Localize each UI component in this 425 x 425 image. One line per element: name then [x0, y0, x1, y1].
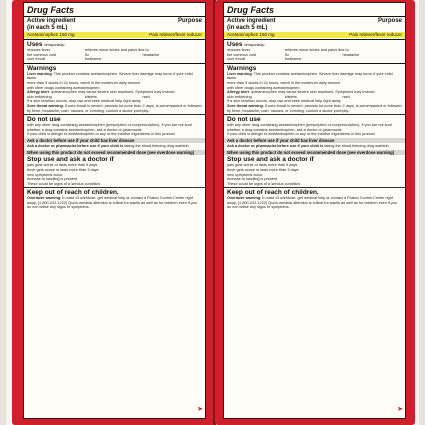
ask-pharmacist: Ask a doctor or pharmacist before use if your child is taking the blood thinning drug warfarin — [27, 144, 189, 149]
when-using-bar: When using this product do not exceed recommended dose (see overdose warning) — [24, 150, 205, 155]
ingredient-highlight-row — [24, 32, 205, 38]
liver-warning: Liver warning: This product contains acetaminophen. Severe liver damage may occur if your child takes — [27, 71, 193, 81]
list-item: pain gets worse or lasts more than 5 days — [27, 163, 98, 168]
allergy-alert: Allergy alert: acetaminophen may cause severe skin reactions. Symptoms may include: — [227, 90, 376, 95]
list-item: the common cold — [27, 52, 56, 57]
list-item: skin reddening — [227, 94, 252, 99]
ingredient-value: Acetaminophen 160 mg — [227, 32, 275, 37]
list-item: relieves minor aches and pains due to — [284, 48, 349, 52]
purpose-value: Pain reliever/fever reducer — [149, 32, 202, 37]
allergy-tail: If a skin reaction occurs, stop use and seek medical help right away. — [27, 99, 142, 104]
continue-arrow-icon: ➤ — [197, 406, 203, 413]
divider — [224, 63, 405, 64]
ask-pharmacist: Ask a doctor or pharmacist before use if your child is taking the blood thinning drug warfarin — [227, 144, 389, 149]
divider — [224, 39, 405, 40]
overdose-warning: Overdose warning: In case of overdose, get medical help or contact a Poison Control Center right away. (1-800-222-1222) Quick medical attention is critical for adults as well as for children even if you do not notice any signs or symptoms. — [27, 196, 198, 210]
list-item: redness or swelling is present — [27, 177, 78, 182]
list-item: new symptoms occur — [27, 172, 63, 177]
keep-out-heading: Keep out of reach of children. — [227, 189, 319, 197]
list-item: redness or swelling is present — [227, 177, 278, 182]
dose-unit-label: (in each 5 mL) — [27, 24, 68, 31]
allergy-alert: Allergy alert: acetaminophen may cause severe skin reactions. Symptoms may include: — [27, 90, 176, 95]
list-item: with other drugs containing acetaminophen — [27, 85, 100, 90]
stop-use-heading: Stop use and ask a doctor if — [27, 156, 114, 164]
divider — [224, 16, 405, 17]
list-item: new symptoms occur — [227, 172, 263, 177]
active-ingredient-header — [224, 18, 405, 31]
warnings-heading: Warnings — [27, 64, 57, 72]
list-item: the common cold — [227, 52, 256, 57]
stop-use-heading: Stop use and ask a doctor if — [227, 156, 314, 164]
liver-warning: Liver warning: This product contains acetaminophen. Severe liver damage may occur if your child takes — [227, 71, 393, 81]
divider — [24, 187, 205, 188]
list-item: if your child is allergic to acetaminophen or any of the inactive ingredients in this product — [27, 132, 175, 137]
dose-unit-label: (in each 5 mL) — [227, 24, 268, 31]
do-not-use-heading: Do not use — [27, 116, 61, 124]
list-item: headache — [142, 52, 160, 57]
purpose-label: Purpose — [177, 18, 202, 24]
list-item: headache — [342, 52, 360, 57]
medicine-box-right — [215, 0, 415, 425]
ingredient-value: Acetaminophen 160 mg — [27, 32, 75, 37]
ask-doctor-bar: Ask a doctor before use if your child has liver disease — [24, 138, 205, 143]
overdose-warning: Overdose warning: In case of overdose, get medical help or contact a Poison Control Center right away. (1-800-222-1222) Quick medical attention is critical for adults as well as for children even if you do not notice any signs or symptoms. — [227, 196, 398, 210]
uses-list — [224, 48, 405, 62]
warnings-heading: Warnings — [227, 64, 257, 72]
list-item: toothache — [84, 57, 102, 62]
list-item: blisters — [84, 94, 97, 99]
stop-use-tail: These could be signs of a serious condition. — [27, 181, 101, 186]
list-item: flu — [84, 52, 89, 57]
background-edge-left — [0, 0, 6, 425]
list-item: if your child is allergic to acetaminophen or any of the inactive ingredients in this product — [227, 132, 375, 137]
list-item: with other drugs containing acetaminophen — [227, 85, 300, 90]
divider — [224, 187, 405, 188]
divider — [24, 114, 205, 115]
stop-use-tail: These could be signs of a serious condition. — [227, 181, 301, 186]
active-ingredient-label: Active ingredient — [27, 18, 76, 24]
purpose-value: Pain reliever/fever reducer — [349, 32, 402, 37]
when-using-bar: When using this product do not exceed recommended dose (see overdose warning) — [224, 150, 405, 155]
list-item: relieves minor aches and pains due to — [84, 48, 149, 52]
list-item: with any other drug containing acetaminophen (prescription or nonprescription). If you are not sure whether a drug contains acetaminophen, ask a doctor or pharmacist. — [27, 123, 193, 132]
list-item: blisters — [284, 94, 297, 99]
list-item: flu — [284, 52, 289, 57]
sore-throat-warning: Sore throat warning: If sore throat is severe, persists for more than 2 days, is accompanied or followed by fever, headache, rash, nausea, or vomiting, consult a doctor promptly. — [227, 103, 402, 113]
drug-facts-heading: Drug Facts — [27, 5, 75, 15]
continue-arrow-icon: ➤ — [397, 406, 403, 413]
list-item: pain gets worse or lasts more than 5 days — [227, 163, 298, 168]
ask-doctor-bar: Ask a doctor before use if your child has liver disease — [224, 138, 405, 143]
active-ingredient-header — [24, 18, 205, 31]
keep-out-heading: Keep out of reach of children. — [27, 189, 119, 197]
divider — [24, 16, 205, 17]
divider — [224, 114, 405, 115]
list-item: sore throat — [227, 57, 246, 62]
drug-facts-panel-left — [23, 2, 206, 419]
medicine-box-left — [12, 0, 215, 425]
list-item: sore throat — [27, 57, 46, 62]
uses-heading: Uses temporarily: — [227, 41, 266, 48]
list-item: skin reddening — [27, 94, 52, 99]
list-item: with any other drug containing acetaminophen (prescription or nonprescription). If you are not sure whether a drug contains acetaminophen, ask a doctor or pharmacist. — [227, 123, 393, 132]
divider — [24, 63, 205, 64]
list-item: fever gets worse or lasts more than 3 days — [27, 167, 99, 172]
list-item: reduces fever — [27, 48, 51, 52]
purpose-label: Purpose — [377, 18, 402, 24]
list-item: rash — [142, 94, 150, 99]
sore-throat-warning: Sore throat warning: If sore throat is severe, persists for more than 2 days, is accompanied or followed by fever, headache, rash, nausea, or vomiting, consult a doctor promptly. — [27, 103, 202, 113]
list-item: reduces fever — [227, 48, 251, 52]
list-item: toothache — [284, 57, 302, 62]
divider — [24, 39, 205, 40]
list-item: rash — [342, 94, 350, 99]
do-not-use-heading: Do not use — [227, 116, 261, 124]
uses-heading: Uses temporarily: — [27, 41, 66, 48]
list-item: more than 5 doses in 24 hours, which is the maximum daily amount — [227, 80, 341, 85]
ingredient-highlight-row — [224, 32, 405, 38]
uses-list — [24, 48, 205, 62]
active-ingredient-label: Active ingredient — [227, 18, 276, 24]
drug-facts-heading: Drug Facts — [227, 5, 275, 15]
list-item: fever gets worse or lasts more than 3 days — [227, 167, 299, 172]
list-item: more than 5 doses in 24 hours, which is the maximum daily amount — [27, 80, 141, 85]
background-edge-right — [419, 0, 425, 425]
allergy-tail: If a skin reaction occurs, stop use and seek medical help right away. — [227, 99, 342, 104]
drug-facts-panel-right — [223, 2, 406, 419]
